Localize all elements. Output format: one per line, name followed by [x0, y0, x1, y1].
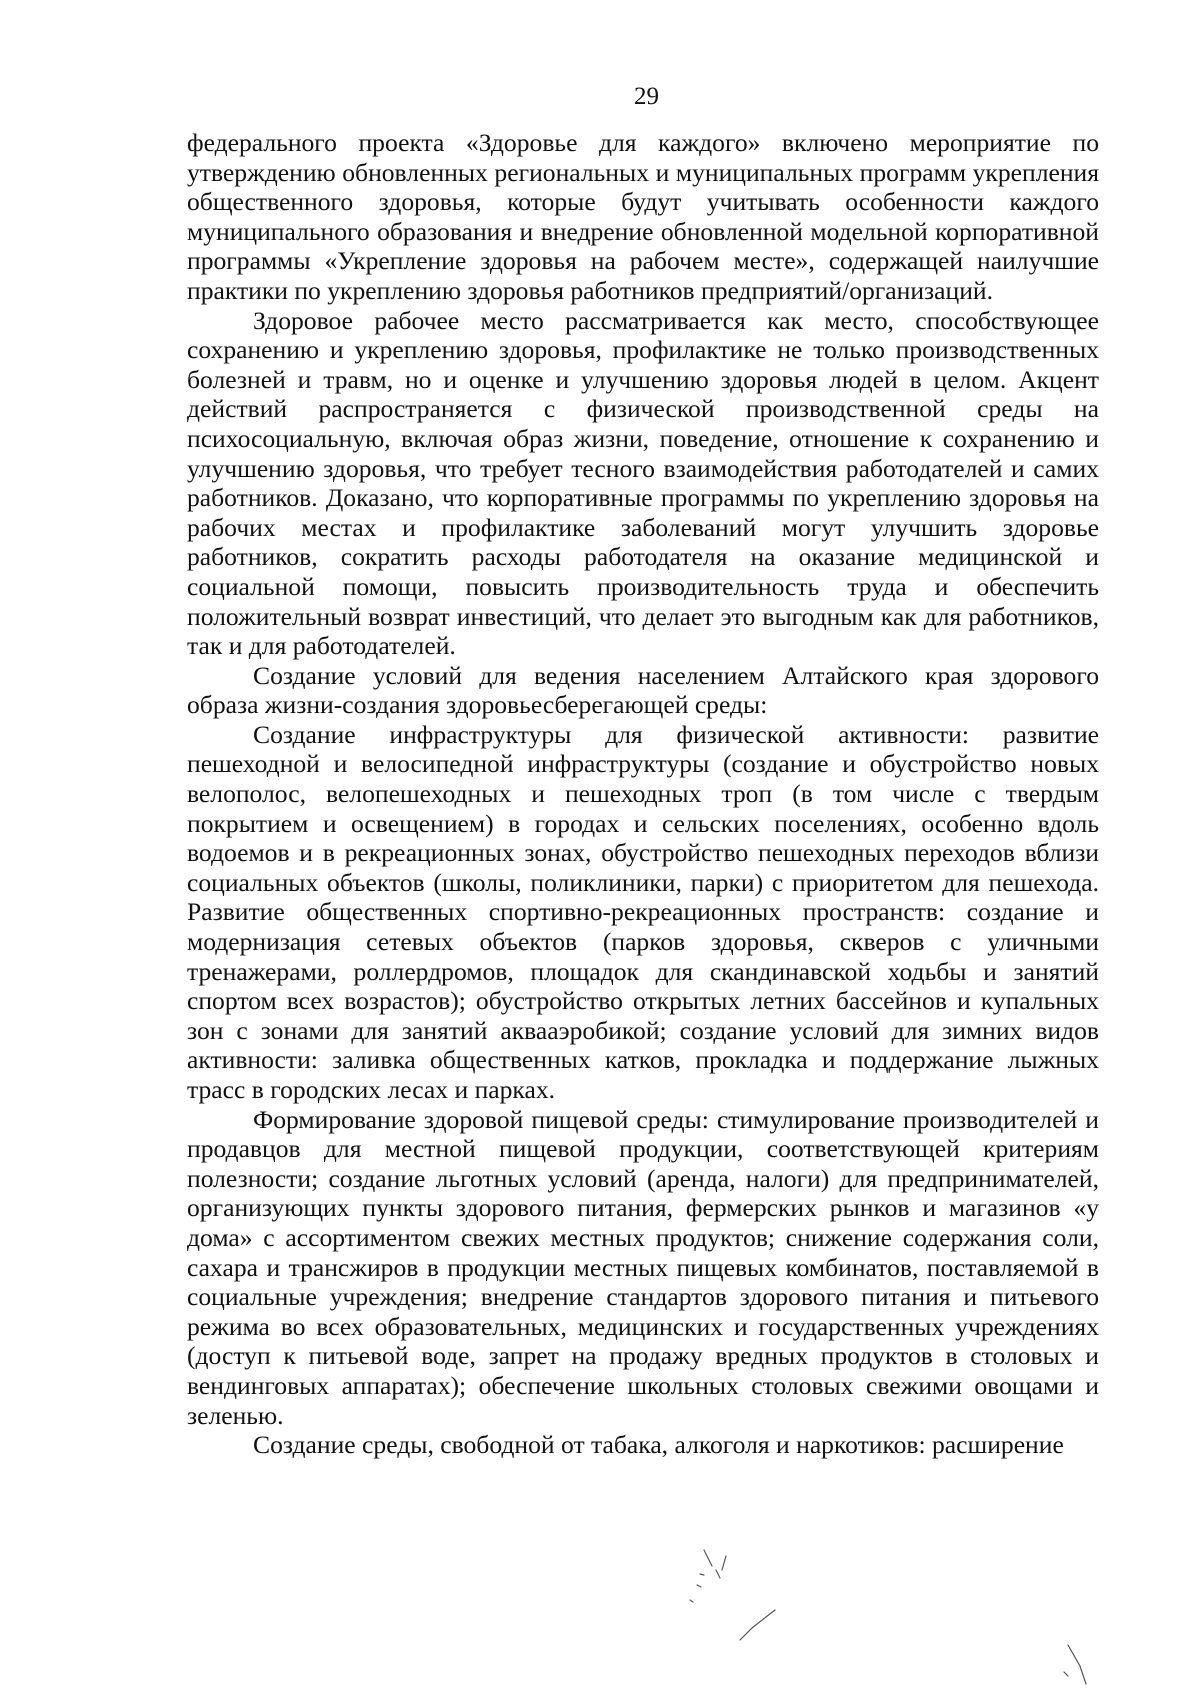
paragraph-4: Создание инфраструктуры для физической активности: развитие пешеходной и велосипедной инфраструктуры (создание и обустройство новых велополос, велопешеходных и пешеходных троп (в том числе с твердым покрытием и освещением) в городах и сельских поселениях, особенно вдоль водоемов и в рекреационных зонах, обустройство пешеходных переходов вблизи социальных объектов (школы, поликлиники, парки) с приоритетом для пешехода. Развитие общественных спортивно-рекреационных пространств: создание и модернизация сетевых объектов (парков здоровья, скверов с уличными тренажерами, роллердромов, площадок для скандинавской ходьбы и занятий спортом всех возрастов); обустройство открытых летних бассейнов и купальных зон с зонами для занятий аквааэробикой; создание условий для зимних видов активности: заливка общественных катков, прокладка и поддержание лыжных трасс в городских лесах и парках. — [187, 719, 1099, 1104]
paragraph-2: Здоровое рабочее место рассматривается как место, способствующее сохранению и укреплению здоровья, профилактике не только производственных болезней и травм, но и оценке и улучшению здоровья людей в целом. Акцент действий распространяется с физической производственной среды на психосоциальную, включая образ жизни, поведение, отношение к сохранению и улучшению здоровья, что требует тесного взаимодействия работодателей и самих работников. Доказано, что корпоративные программы по укреплению здоровья на рабочих местах и профилактике заболеваний могут улучшить здоровье работников, сократить расходы работодателя на оказание медицинской и социальной помощи, повысить производительность труда и обеспечить положительный возврат инвестиций, что делает это выгодным как для работников, так и для работодателей. — [187, 305, 1099, 661]
pen-stroke — [697, 1585, 701, 1587]
pen-stroke — [722, 1556, 726, 1570]
pen-stroke — [1064, 1672, 1068, 1676]
paragraph-6: Создание среды, свободной от табака, алкоголя и наркотиков: расширение — [253, 1430, 1064, 1460]
pen-stroke — [1068, 1645, 1086, 1684]
pen-stroke — [704, 1550, 712, 1566]
pen-stroke — [716, 1570, 720, 1578]
paragraph-5: Формирование здоровой пищевой среды: стимулирование производителей и продавцов для местной пищевой продукции, соответствующей критериям полезности; создание льготных условий (аренда, налоги) для предпринимателей, организующих пункты здорового питания, фермерских рынков и магазинов «у дома» с ассортиментом свежих местных продуктов; снижение содержания соли, сахара и трансжиров в продукции местных пищевых комбинатов, поставляемой в социальные учреждения; внедрение стандартов здорового питания и питьевого режима во всех образовательных, медицинских и государственных учреждениях (доступ к питьевой воде, запрет на продажу вредных продуктов в столовых и вендинговых аппаратах); обеспечение школьных столовых свежими овощами и зеленью. — [187, 1104, 1099, 1430]
page-number: 29 — [634, 83, 659, 110]
pen-stroke — [690, 1600, 693, 1602]
paragraph-3: Создание условий для ведения населением Алтайского края здорового образа жизни-создания здоровьесберегающей среды: — [187, 660, 1099, 720]
pen-stroke — [740, 1610, 775, 1640]
paragraph-1: федерального проекта «Здоровье для каждого» включено мероприятие по утверждению обновленных региональных и муниципальных программ укрепления общественного здоровья, которые будут учитывать особенности каждого муниципального образования и внедрение обновленной модельной корпоративной программы «Укрепление здоровья на рабочем месте», содержащей наилучшие практики по укреплению здоровья работников предприятий/организаций. — [187, 128, 1099, 305]
pen-stroke — [700, 1574, 704, 1575]
